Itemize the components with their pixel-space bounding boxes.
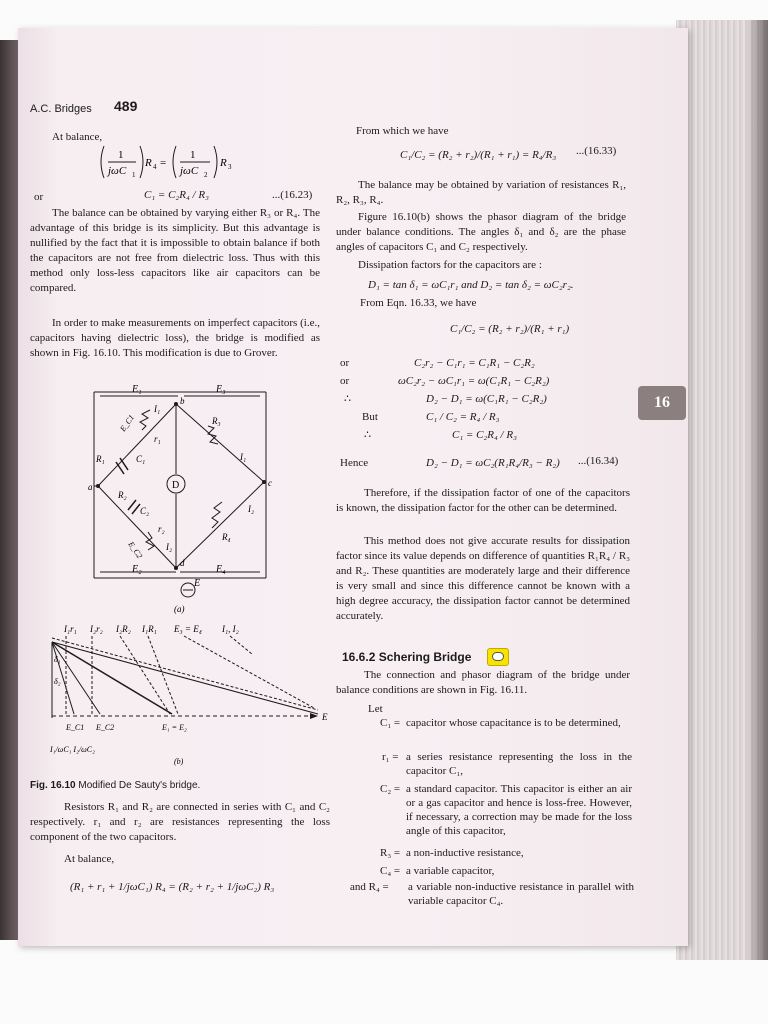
page-edges-stack [676,20,768,960]
paragraph-balance-advantage: The balance can be obtained by varying either R₃ or R₄. The advantage of this bridge is its simplicity. But this advantage is nullified by the fact that it is impossible to obtain balance if both the capacitors are not free from dielectric loss. Thus with this method only loss-less capacitors like air capacitors can be compared. [30,207,320,294]
def-text-5: a variable non-inductive resistance in parallel with variable capacitor C₄. [408,881,634,907]
equation-dissipation-factors: D₁ = tan δ₁ = ωC₁r₁ and D₂ = tan δ₂ = ωC₂r₂. [368,279,574,291]
derivation-eq-5: D₂ − D₁ = ωC₂(R₁R₄/R₃ − R₂) [426,457,560,469]
phasor-bottom: I₁/ωC₁ I₂/ωC₂ [50,745,95,754]
def-sym-3: R₃ = [380,847,401,859]
phasor-E1E2: E₁ = E₂ [162,723,187,732]
derivation-eq-4: C₁ = C₂R₄ / R₃ [452,429,517,441]
phasor-delta2: δ₂ [54,677,61,686]
label-R2: R₂ [118,490,127,500]
phasor-Ec1: E_C1 [66,723,85,732]
phasor-delta1: δ₁ [54,655,61,664]
def-sym-2: C₂ = [380,783,401,795]
equation-capacitance-ratio: C₁/C₂ = (R₂ + r₂)/(R₁ + r₁) [450,323,570,335]
from-which-label: From which we have [356,125,449,137]
phasor-Ec2: E_C2 [96,723,115,732]
def-text-3: a non-inductive resistance, [406,847,524,859]
derivation-eq-0: C₂r₂ − C₁r₁ = C₁R₁ − C₂R₂ [414,357,535,369]
def-sym-1: r₁ = [382,751,399,763]
derivation-pre-2: ∴ [344,393,351,405]
equation-number-16-34: ...(16.34) [578,455,619,467]
label-I2-left: I₂ [166,542,173,552]
phasor-top-3: I₁R₁ [142,624,157,634]
phasor-top-2: I₂R₂ [116,624,131,634]
def-text-1: a series resistance representing the loss in the capacitor C₁, [406,751,632,777]
label-I1-left: I₁ [154,404,161,414]
def-sym-4: C₄ = [380,865,401,877]
phasor-E: E [322,712,328,722]
equation-16-33: C₁/C₂ = (R₂ + r₂)/(R₁ + r₁) = R₄/R₃ [400,149,557,161]
label-R4: R₄ [222,532,231,542]
derivation-eq-1: ωC₂r₂ − ωC₁r₁ = ω(C₁R₁ − C₂R₂) [398,375,550,387]
label-C1: C₁ [136,454,146,464]
node-c: c [268,478,272,488]
derivation-eq-3: C₁ / C₂ = R₄ / R₃ [426,411,500,423]
label-Ec1: E_C1 [118,413,137,434]
label-detector: D [172,480,180,491]
fig-a-label: (a) [174,604,185,614]
figure-16-10b-phasor [44,618,334,768]
equation-balance-modified: (R₁ + r₁ + 1/jωC₁) R₄ = (R₂ + r₂ + 1/jωC₂) R₃ [70,881,275,893]
svg-text:3: 3 [228,163,232,171]
label-C2: C₂ [140,506,150,516]
label-I1-right: I₁ [240,452,247,462]
svg-text:R: R [145,157,152,169]
svg-text:jωC: jωC [180,165,199,177]
phasor-top-4: E₃ = E₄ [174,624,202,634]
at-balance-label-2: At balance, [64,853,115,865]
phasor-top-0: I₁r₁ [64,624,77,634]
svg-text:1: 1 [190,149,196,161]
fig-b-label: (b) [174,757,184,766]
derivation-pre-5: Hence [340,457,369,469]
label-R1: R₁ [96,454,105,464]
svg-text:4: 4 [153,163,157,171]
paragraph-schering-intro: The connection and phasor diagram of the bridge under balance conditions are shown in Fig. 16.11. [336,669,630,696]
paragraph-accuracy: This method does not give accurate results for dissipation factor since its value depends on difference of quantities R₁R₄ / R₃ and R₂. These quantities are moderately large and their difference is very small and since this difference cannot be known with a high degree accuracy, the dissipation factor cannot be determined accurately. [336,535,630,622]
paragraph-series-resistors: Resistors R₁ and R₂ are connected in series with C₁ and C₂ respectively. r₁ and r₂ are resistances representing the loss component of the two capacitors. [30,801,330,843]
paragraph-dissipation-known: Therefore, if the dissipation factor of one of the capacitors is known, the dissipation factor for the other can be determined. [336,487,630,514]
label-Ec2: E_C2 [126,539,145,561]
or-label: or [34,191,44,203]
label-E: E [194,578,201,589]
derivation-eq-2: D₂ − D₁ = ω(C₁R₁ − C₂R₂) [426,393,547,405]
label-r2: r₂ [158,524,165,534]
equation-balance-desauty [96,142,256,182]
label-E2: E₂ [132,564,142,575]
figure-16-10a-circuit [88,382,278,614]
node-a: a [88,482,93,492]
phasor-top-1: I₂r₂ [90,624,103,634]
label-E3: E₃ [216,384,226,395]
figure-caption [30,778,200,793]
page-number: 489 [114,98,138,114]
paragraph-balance-variation: The balance may be obtained by variation of resistances R₁, R₂, R₃, R₄. [336,179,626,206]
figure-caption-number: Fig. 16.10 [30,780,76,791]
svg-text:jωC: jωC [108,165,127,177]
section-heading-schering: 16.6.2 Schering Bridge [342,650,472,664]
let-label: Let [368,703,383,715]
svg-text:1: 1 [132,171,136,179]
node-d: d [180,558,185,568]
running-title: A.C. Bridges [30,103,92,115]
svg-text:=: = [160,157,167,169]
node-b: b [180,396,185,406]
paragraph-imperfect-capacitors: In order to make measurements on imperfect capacitors (i.e., capacitors having dielectric loss), the bridge is modified as shown in Fig. 16.10. This modification is due to Grover. [30,317,320,359]
label-E1: E₁ [132,384,142,395]
def-sym-5: and R₄ = [350,881,389,893]
equation-16-23: C₁ = C₂R₄ / R₃ [144,189,209,201]
label-R3: R₃ [212,416,221,426]
derivation-pre-1: or [340,375,350,387]
def-text-4: a variable capacitor, [406,865,495,877]
label-E4: E₄ [216,564,226,575]
dissipation-intro: Dissipation factors for the capacitors are : [358,259,542,271]
chapter-thumb-tab: 16 [638,386,686,420]
derivation-pre-4: ∴ [364,429,371,441]
def-text-2: a standard capacitor. This capacitor is either an air or a gas capacitor and hence is loss-free. However, if necessary, a correction may be made for the loss angle of this capacitor, [406,783,632,837]
svg-text:R: R [220,157,227,169]
figure-caption-text: Modified De Sauty's bridge. [78,780,201,791]
from-eqn-label: From Eqn. 16.33, we have [360,297,477,309]
phasor-top-5: I₁, I₂ [222,624,239,634]
paragraph-phasor-diagram: Figure 16.10(b) shows the phasor diagram of the bridge under balance conditions. The angles δ₁ and δ₂ are the phase angles of capacitors C₁ and C₂ respectively. [336,211,626,253]
derivation-pre-3: But [362,411,378,423]
label-I2-right: I₂ [248,504,255,514]
comment-annotation-icon[interactable] [487,648,509,666]
derivation-pre-0: or [340,357,350,369]
equation-number-16-23: ...(16.23) [272,189,313,201]
at-balance-label: At balance, [52,131,103,143]
equation-number-16-33: ...(16.33) [576,145,617,157]
svg-text:1: 1 [118,149,124,161]
label-r1: r₁ [154,434,161,444]
svg-text:2: 2 [204,171,208,179]
def-sym-0: C₁ = [380,717,401,729]
def-text-0: capacitor whose capacitance is to be determined, [406,717,621,729]
